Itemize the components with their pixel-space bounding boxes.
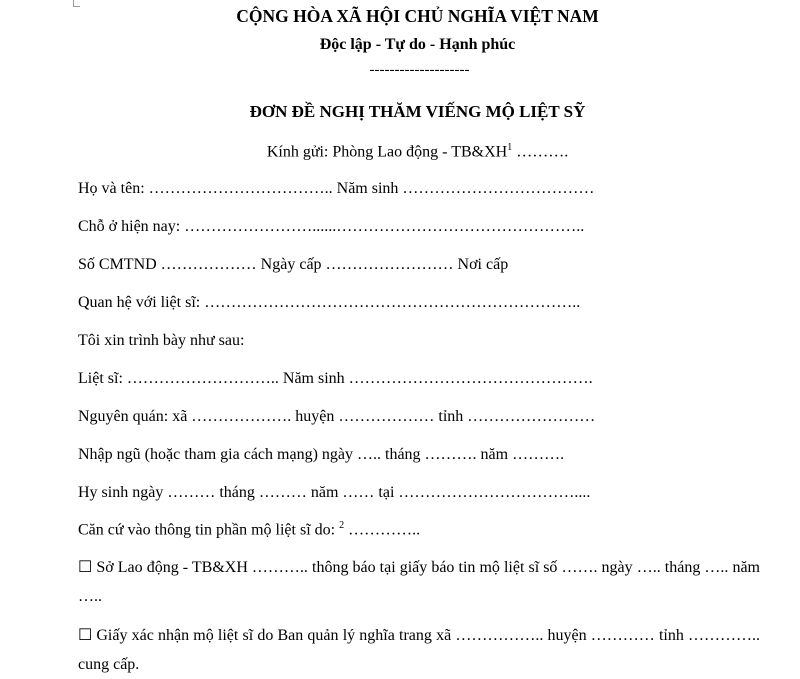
field-id-card: Số CMTND ……………… Ngày cấp …………………… Nơi cấp (78, 256, 509, 273)
field-martyr-name: Liệt sĩ: ……………………….. Năm sinh ………………………………………. (78, 370, 593, 387)
field-relationship: Quan hệ với liệt sĩ: …………………………………………………………….. (78, 294, 581, 311)
field-enlistment-date: Nhập ngũ (hoặc tham gia cách mạng) ngày ….. tháng ………. năm ………. (78, 446, 565, 463)
option-labor-department-text: Sở Lao động - TB&XH ……….. thông báo tại giấy báo tin mộ liệt sĩ số ……. ngày ….. tháng ….. năm ….. (78, 559, 760, 605)
recipient-tail: ………. (512, 143, 569, 161)
motto: Độc lập - Tự do - Hạnh phúc (319, 36, 516, 53)
checkbox-icon[interactable]: ☐ (78, 559, 93, 576)
field-hometown: Nguyên quán: xã ………………. huyện ……………… tỉnh …………………… (78, 408, 596, 425)
basis-line (78, 520, 420, 539)
field-full-name: Họ và tên: …………………………….. Năm sinh ……………………………… (78, 180, 595, 197)
basis-tail: ………….. (344, 521, 421, 539)
basis-text: Căn cứ vào thông tin phần mộ liệt sĩ do: (78, 521, 340, 539)
form-title: ĐƠN ĐỀ NGHỊ THĂM VIẾNG MỘ LIỆT SỸ (249, 102, 586, 121)
recipient-line (0, 142, 800, 161)
option-cemetery-certificate (78, 621, 760, 679)
recipient-footnote: 1 (507, 142, 513, 153)
option-cemetery-certificate-text: Giấy xác nhận mộ liệt sĩ do Ban quản lý nghĩa trang xã …………….. huyện ………… tỉnh ………….. cung cấp. (78, 627, 760, 673)
recipient-text: Kính gửi: Phòng Lao động - TB&XH (266, 143, 508, 161)
field-death-info: Hy sinh ngày ……… tháng ……… năm …… tại …………………………….... (78, 484, 591, 501)
checkbox-icon[interactable]: ☐ (78, 627, 93, 644)
title-divider: -------------------- (369, 62, 470, 78)
field-current-address: Chỗ ở hiện nay: ……………………......……………………………………….. (78, 218, 585, 235)
option-labor-department (78, 553, 760, 611)
statement-intro: Tôi xin trình bày như sau: (78, 332, 245, 349)
basis-footnote: 2 (339, 520, 345, 531)
national-title: CỘNG HÒA XÃ HỘI CHỦ NGHĨA VIỆT NAM (236, 6, 599, 26)
